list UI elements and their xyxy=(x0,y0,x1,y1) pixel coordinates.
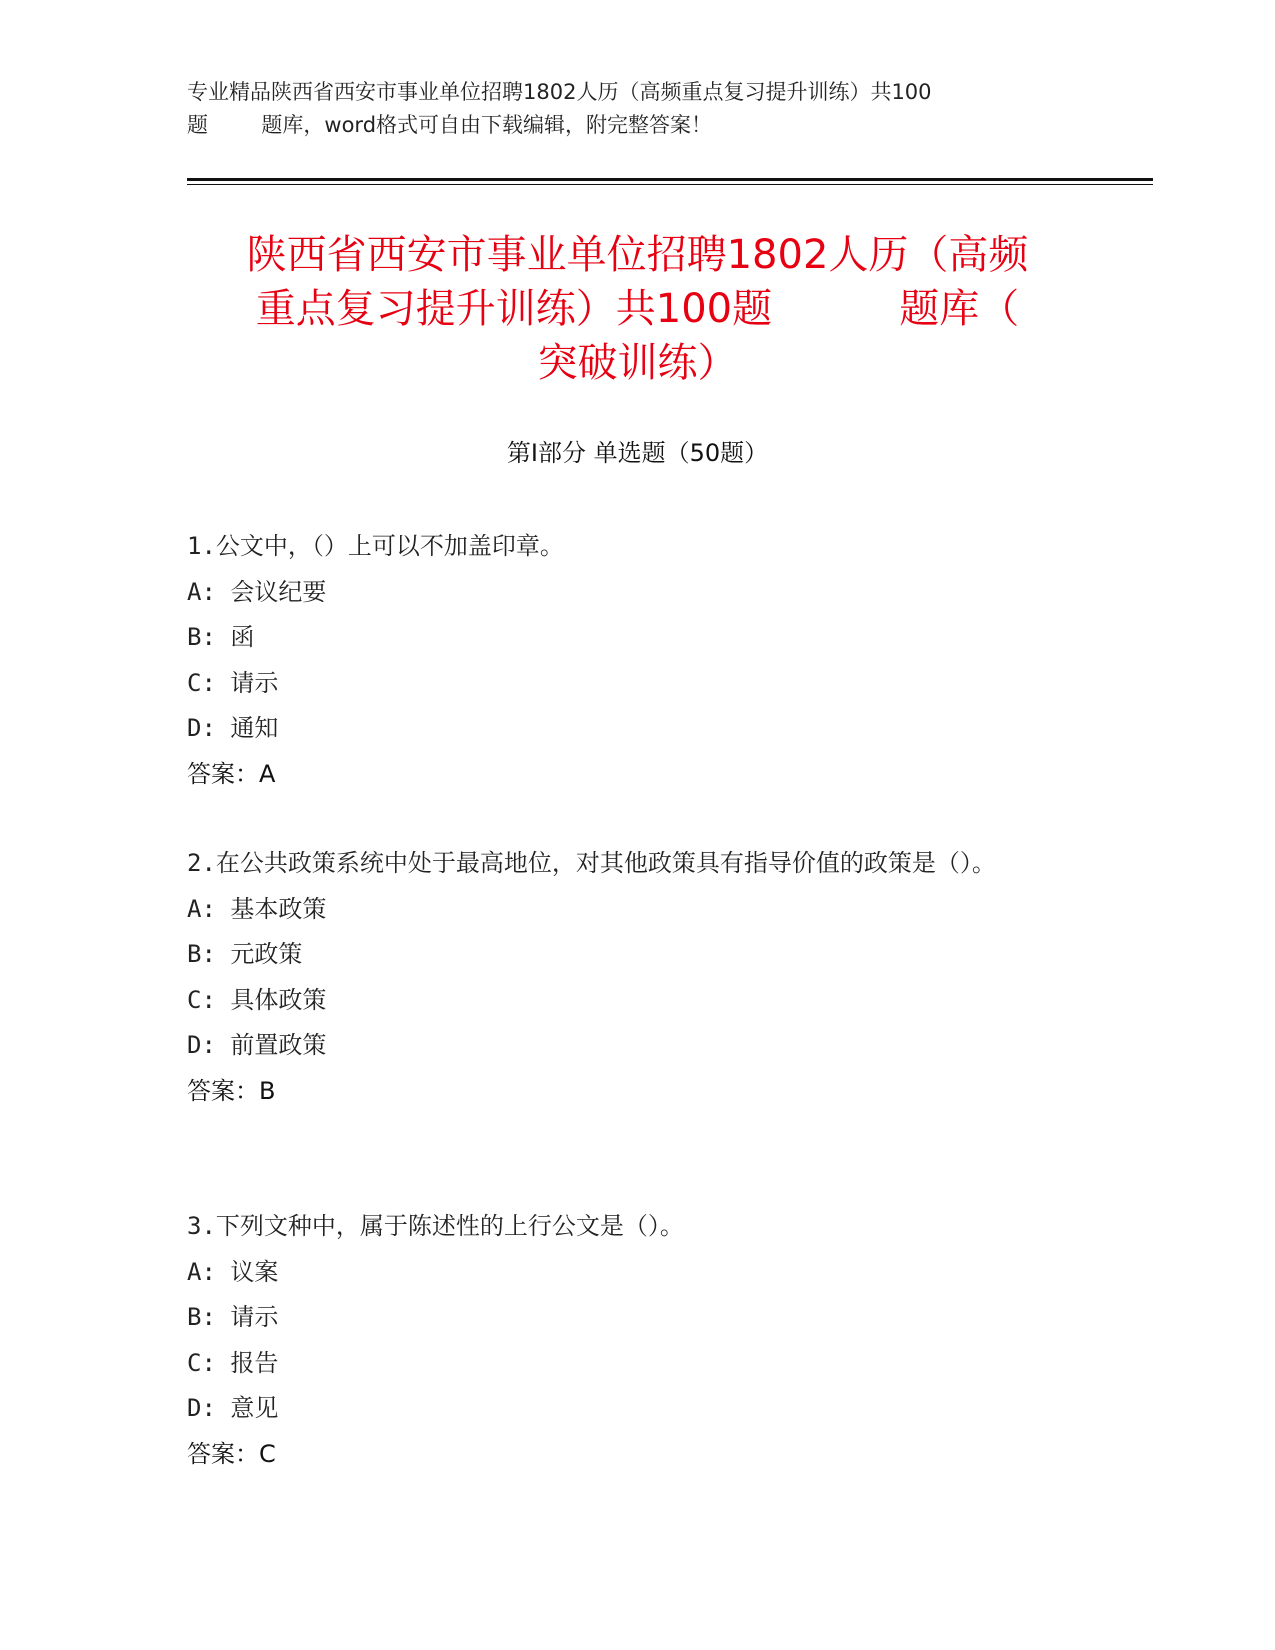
option-c: C: 请示 xyxy=(187,668,279,697)
option-d: D: 通知 xyxy=(187,714,279,742)
answer-line: 答案：A xyxy=(187,759,276,788)
option-b: B: 元政策 xyxy=(187,940,303,968)
question-3 xyxy=(187,1204,1087,1477)
document-title xyxy=(160,228,1115,390)
option-d: D: 前置政策 xyxy=(187,1031,327,1059)
document-title-line-2: 重点复习提升训练）共100题 题库（ xyxy=(255,286,1020,332)
answer-line: 答案：C xyxy=(187,1439,276,1468)
option-c: C: 报告 xyxy=(187,1348,279,1377)
option-b: B: 函 xyxy=(187,623,255,651)
answer-line: 答案：B xyxy=(187,1076,276,1105)
section-heading: 第Ⅰ部分 单选题（50题） xyxy=(506,439,769,467)
document-title-line-1: 陕西省西安市事业单位招聘1802人历（高频 xyxy=(246,232,1029,278)
header-note xyxy=(187,76,1087,142)
header-note-line-2: 题 题库，word格式可自由下载编辑，附完整答案！ xyxy=(187,113,713,137)
header-divider-thin xyxy=(187,184,1153,185)
option-a: A: 会议纪要 xyxy=(187,577,327,606)
option-a: A: 基本政策 xyxy=(187,894,327,923)
question-stem: 3.下列文种中，属于陈述性的上行公文是（）。 xyxy=(187,1212,684,1240)
question-stem: 2.在公共政策系统中处于最高地位，对其他政策具有指导价值的政策是（）。 xyxy=(187,849,996,877)
option-a: A: 议案 xyxy=(187,1257,279,1286)
option-c: C: 具体政策 xyxy=(187,985,327,1014)
question-2 xyxy=(187,841,1087,1114)
document-title-line-3: 突破训练） xyxy=(537,340,738,386)
header-divider xyxy=(187,178,1153,185)
option-b: B: 请示 xyxy=(187,1303,279,1331)
header-note-line-1: 专业精品陕西省西安市事业单位招聘1802人历（高频重点复习提升训练）共100 xyxy=(187,80,932,104)
question-stem: 1.公文中，（）上可以不加盖印章。 xyxy=(187,532,564,560)
header-divider-thick xyxy=(187,178,1153,181)
option-d: D: 意见 xyxy=(187,1394,279,1422)
question-1 xyxy=(187,524,1087,797)
